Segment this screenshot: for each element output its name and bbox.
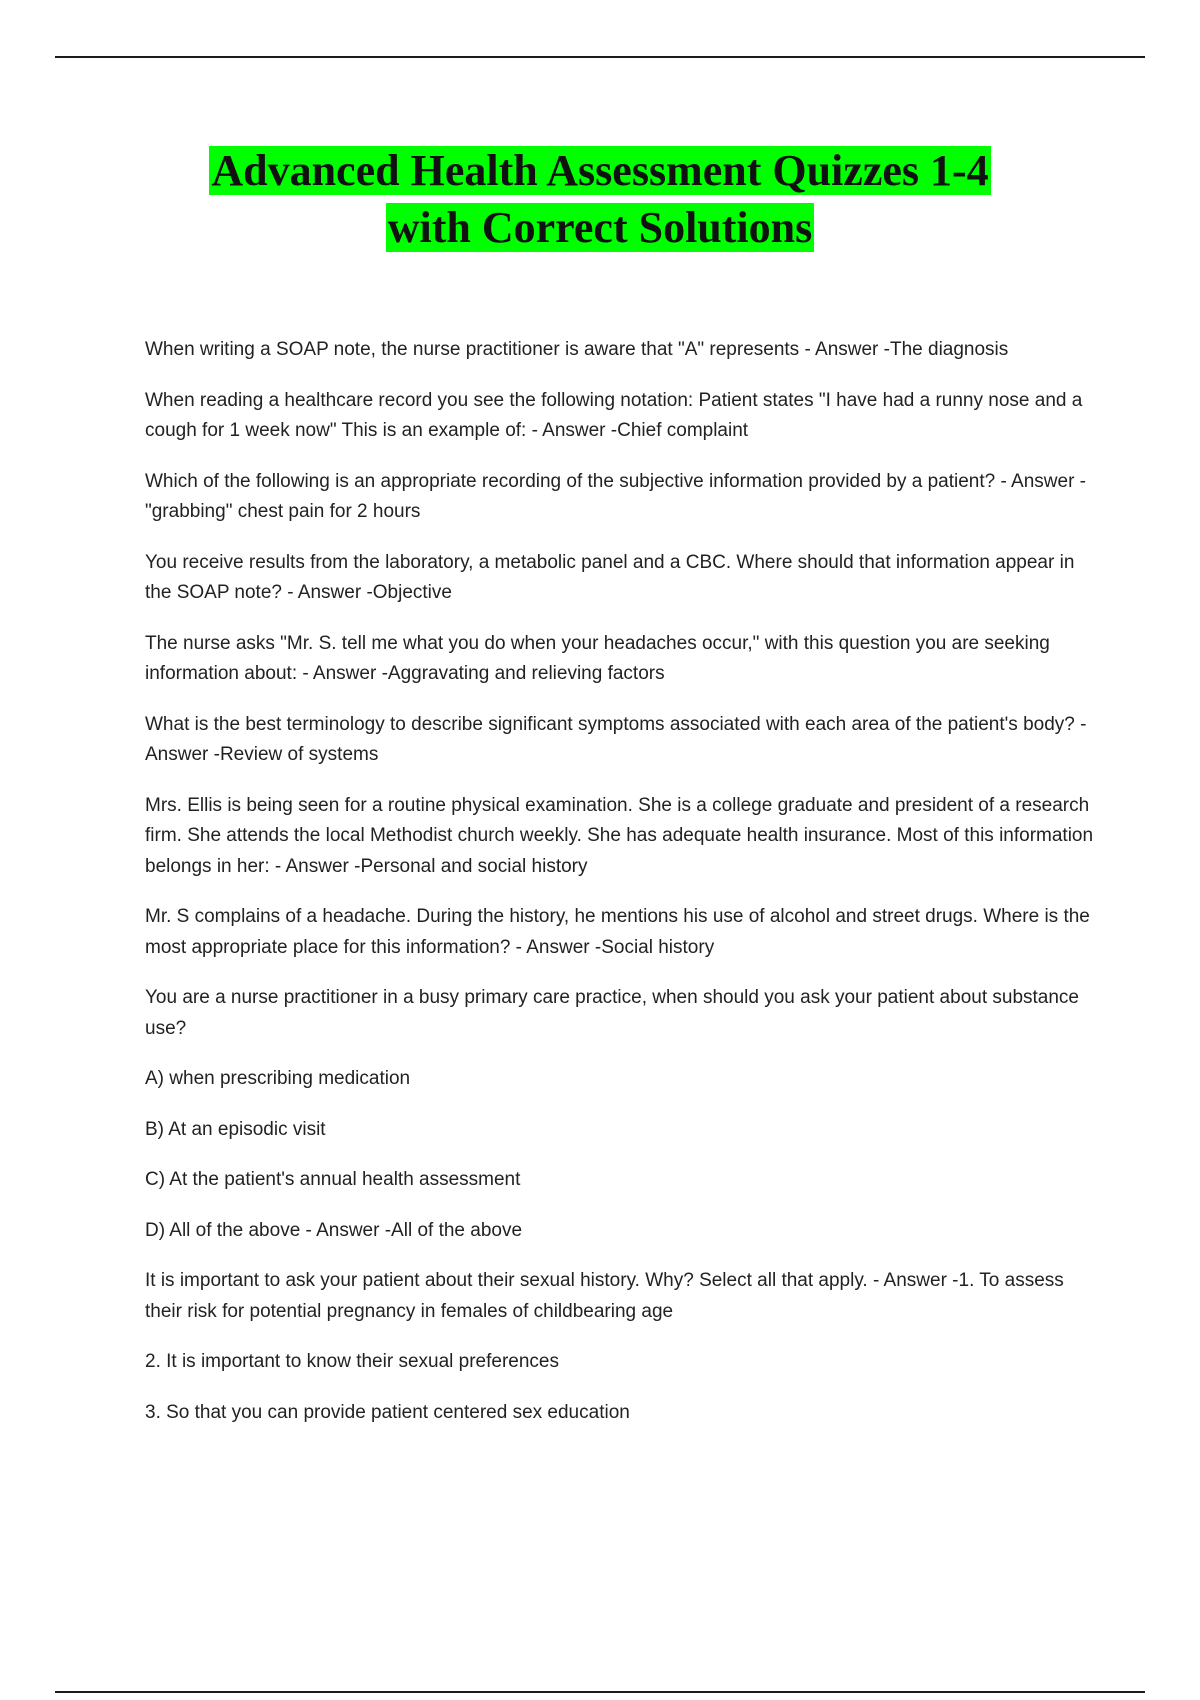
title-line-1: Advanced Health Assessment Quizzes 1-4 — [211, 146, 989, 195]
qa-headache-factors: The nurse asks "Mr. S. tell me what you do when your headaches occur," with this question you are seeking information about: - Answer -Aggravating and relieving factors — [145, 632, 1050, 684]
qa-personal-social-history: Mrs. Ellis is being seen for a routine physical examination. She is a college graduate and president of a research firm. She attends the local Methodist church weekly. She has adequate health insurance. Most of this information belongs in her: - Answer -Personal and social history — [145, 794, 1094, 877]
option-d-answer: D) All of the above - Answer -All of the above — [145, 1219, 523, 1241]
answer-item-3: 3. So that you can provide patient centered sex education — [145, 1401, 630, 1423]
option-b: B) At an episodic visit — [145, 1118, 326, 1140]
qa-substance-use-question: You are a nurse practitioner in a busy primary care practice, when should you ask your patient about substance use? — [145, 987, 1079, 1039]
top-rule — [55, 56, 1145, 58]
qa-subjective-recording: Which of the following is an appropriate recording of the subjective information provided by a patient? - Answer -"grabbing" chest pain for 2 hours — [145, 470, 1087, 522]
option-c: C) At the patient's annual health assessment — [145, 1169, 521, 1190]
qa-review-of-systems: What is the best terminology to describe significant symptoms associated with each area of the patient's body? - Answer -Review of systems — [145, 713, 1087, 765]
qa-soap-a: When writing a SOAP note, the nurse practitioner is aware that "A" represents - Answer -The diagnosis — [145, 339, 1009, 360]
option-a: A) when prescribing medication — [145, 1068, 411, 1089]
answer-item-2: 2. It is important to know their sexual preferences — [145, 1351, 559, 1372]
quiz-content — [145, 335, 1095, 1448]
document-title — [60, 142, 1140, 256]
qa-sexual-history: It is important to ask your patient about their sexual history. Why? Select all that apply. - Answer -1. To assess their risk for potential pregnancy in females of childbearing age — [145, 1270, 1064, 1322]
qa-social-history: Mr. S complains of a headache. During the history, he mentions his use of alcohol and street drugs. Where is the most appropriate place for this information? - Answer -Social history — [145, 906, 1090, 958]
qa-lab-results: You receive results from the laboratory, a metabolic panel and a CBC. Where should that information appear in the SOAP note? - Answer -Objective — [145, 551, 1075, 603]
title-line-2: with Correct Solutions — [387, 203, 813, 252]
qa-chief-complaint: When reading a healthcare record you see the following notation: Patient states "I have had a runny nose and a cough for 1 week now" This is an example of: - Answer -Chief complaint — [145, 389, 1083, 441]
bottom-rule — [55, 1691, 1145, 1693]
